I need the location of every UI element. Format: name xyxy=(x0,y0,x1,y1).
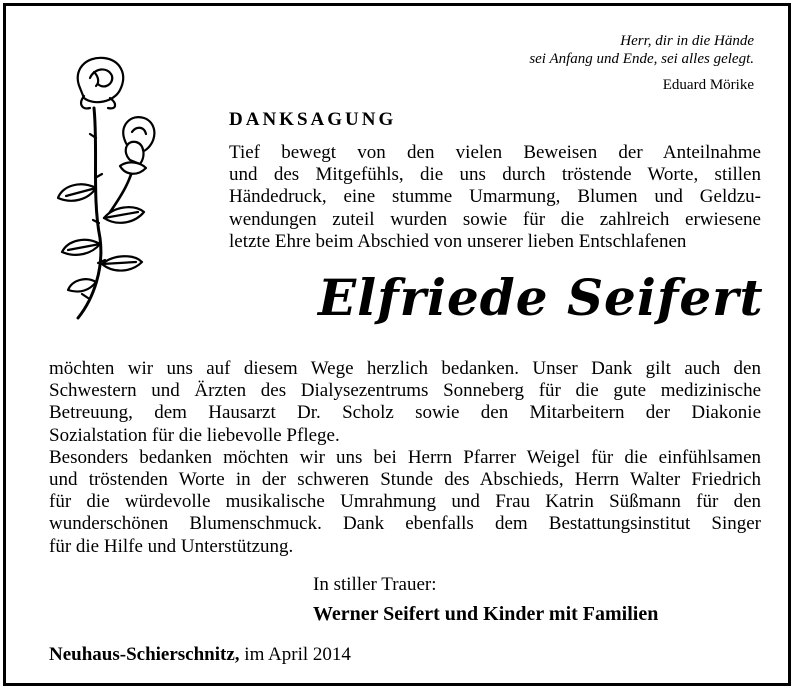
intro-line: Tief bewegt von den vielen Beweisen der Anteilnahme xyxy=(229,142,761,163)
bible-quote xyxy=(529,32,754,68)
place-date xyxy=(49,644,351,666)
heading: DANKSAGUNG xyxy=(229,109,397,130)
date: im April 2014 xyxy=(244,644,351,665)
body-line: für die Hilfe und Unterstützung. xyxy=(49,535,294,557)
quote-line: sei Anfang und Ende, sei alles gelegt. xyxy=(529,51,754,67)
family-signature: Werner Seifert und Kinder mit Familien xyxy=(313,603,659,625)
body-line: möchten wir uns auf diesem Wege herzlich bedanken. Unser Dank gilt auch den xyxy=(49,358,761,379)
body-line: für die würdevolle musikalische Umrahmung und Frau Katrin Süßmann für den xyxy=(49,491,761,513)
thanks-paragraph xyxy=(49,358,761,558)
obituary-notice xyxy=(3,3,791,686)
intro-line: Händedruck, eine stumme Umarmung, Blumen und Geldzu- xyxy=(229,186,761,208)
body-line: wunderschönen Blumenschmuck. Dank ebenfalls dem Bestattungsinstitut Singer xyxy=(49,513,761,535)
body-line: Sozialstation für die liebevolle Pflege. xyxy=(49,424,340,446)
body-line: und tröstenden Worte in der schweren Stunde des Abschieds, Herrn Walter Friedrich xyxy=(49,469,761,491)
intro-line: und des Mitgefühls, die uns durch tröstende Worte, stillen xyxy=(229,164,761,186)
mourning-label: In stiller Trauer: xyxy=(313,574,437,595)
body-line: Betreuung, dem Hausarzt Dr. Scholz sowie den Mitarbeitern der Diakonie xyxy=(49,402,761,424)
place: Neuhaus-Schierschnitz, xyxy=(49,644,240,665)
intro-line: letzte Ehre beim Abschied von unserer lieben Entschlafenen xyxy=(229,230,687,252)
body-line: Schwestern und Ärzten des Dialysezentrums Sonneberg für die gute medizinische xyxy=(49,380,761,402)
quote-author: Eduard Mörike xyxy=(662,77,754,93)
quote-line: Herr, dir in die Hände xyxy=(620,33,754,49)
body-line: Besonders bedanken möchten wir uns bei Herrn Pfarrer Weigel für die einfühlsamen xyxy=(49,446,761,468)
intro-paragraph xyxy=(229,142,761,253)
rose-icon xyxy=(50,48,160,328)
deceased-name: Elfriede Seifert xyxy=(318,268,764,327)
intro-line: wendungen zuteil wurden sowie für die zahlreich erwiesene xyxy=(229,208,761,230)
